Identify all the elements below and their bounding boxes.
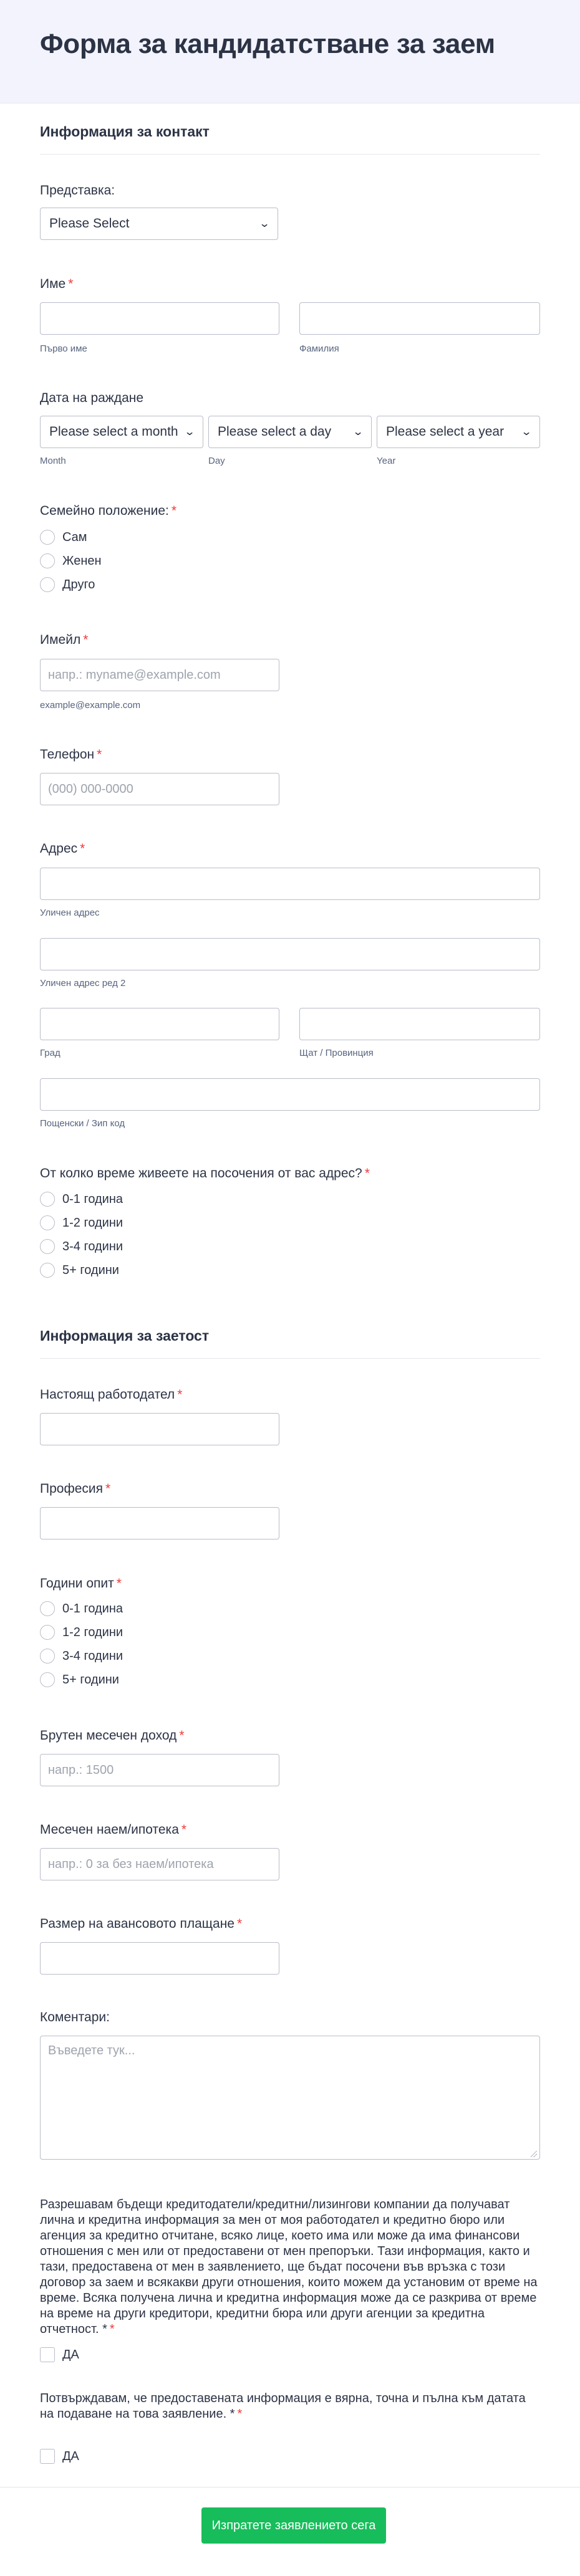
down-payment-input[interactable] xyxy=(40,1942,279,1975)
gross-income-label: Брутен месечен доход * xyxy=(40,1728,185,1743)
form-header xyxy=(0,0,580,103)
first-name-input[interactable] xyxy=(40,302,279,335)
birth-month-sublabel: Month xyxy=(40,456,66,466)
street-address-input[interactable] xyxy=(40,868,540,900)
birth-year-placeholder: Please select a year xyxy=(386,424,505,439)
phone-label: Телефон * xyxy=(40,747,102,762)
form-title: Форма за кандидатстване за заем xyxy=(40,29,495,59)
employer-input[interactable] xyxy=(40,1413,279,1445)
confirm-text: Потвърждавам, че предоставената информация е вярна, точна и пълна към датата на подаване на това заявление. * * xyxy=(40,2392,526,2421)
chevron-down-icon: ⌄ xyxy=(520,426,533,438)
confirm-checkbox[interactable] xyxy=(40,2449,55,2464)
employer-label: Настоящ работодател * xyxy=(40,1387,183,1402)
birth-year-select[interactable] xyxy=(377,416,540,448)
introduction-label: Представка: xyxy=(40,183,115,198)
street-address-2-sublabel: Уличен адрес ред 2 xyxy=(40,978,126,989)
experience-option-5-plus[interactable]: 5+ години xyxy=(40,1672,119,1687)
street-address-sublabel: Уличен адрес xyxy=(40,907,100,918)
radio-button[interactable] xyxy=(40,1192,55,1207)
state-input[interactable] xyxy=(299,1008,540,1040)
rent-input[interactable] xyxy=(40,1848,279,1880)
radio-button[interactable] xyxy=(40,1215,55,1230)
birth-day-select[interactable] xyxy=(208,416,372,448)
last-name-sublabel: Фамилия xyxy=(299,343,339,354)
consent-checkbox[interactable] xyxy=(40,2347,55,2362)
email-label: Имейл * xyxy=(40,633,89,647)
first-name-sublabel: Първо име xyxy=(40,343,87,354)
comments-label: Коментари: xyxy=(40,2010,110,2024)
chevron-down-icon: ⌄ xyxy=(183,426,196,438)
city-sublabel: Град xyxy=(40,1048,60,1058)
down-payment-label: Размер на авансовото плащане * xyxy=(40,1917,243,1931)
name-label: Име * xyxy=(40,277,74,291)
submit-button[interactable]: Изпратете заявлението сега xyxy=(201,2507,386,2544)
city-input[interactable] xyxy=(40,1008,279,1040)
radio-button[interactable] xyxy=(40,1625,55,1640)
radio-button[interactable] xyxy=(40,530,55,545)
comments-placeholder: Въведете тук... xyxy=(48,2044,135,2057)
birth-month-placeholder: Please select a month xyxy=(49,424,178,439)
radio-button[interactable] xyxy=(40,1649,55,1664)
profession-label: Професия * xyxy=(40,1482,111,1496)
birth-day-sublabel: Day xyxy=(208,456,225,466)
birth-month-select[interactable] xyxy=(40,416,203,448)
rent-label: Месечен наем/ипотека * xyxy=(40,1822,187,1837)
birth-year-sublabel: Year xyxy=(377,456,396,466)
radio-button[interactable] xyxy=(40,1263,55,1278)
radio-button[interactable] xyxy=(40,553,55,568)
experience-option-0-1[interactable]: 0-1 година xyxy=(40,1601,123,1616)
experience-option-3-4[interactable]: 3-4 години xyxy=(40,1649,123,1664)
radio-button[interactable] xyxy=(40,1239,55,1254)
address-label: Адрес * xyxy=(40,841,85,856)
gross-income-input[interactable] xyxy=(40,1754,279,1786)
radio-button[interactable] xyxy=(40,577,55,592)
consent-checkbox-row[interactable]: ДА xyxy=(40,2347,79,2362)
comments-textarea[interactable] xyxy=(40,2036,540,2160)
birth-day-placeholder: Please select a day xyxy=(218,424,332,439)
experience-label: Години опит * xyxy=(40,1576,122,1591)
chevron-down-icon: ⌄ xyxy=(352,426,364,438)
contact-section-title: Информация за контакт xyxy=(40,123,540,155)
employment-section-title: Информация за заетост xyxy=(40,1328,540,1359)
residence-option-5-plus[interactable]: 5+ години xyxy=(40,1263,119,1278)
phone-input[interactable] xyxy=(40,773,279,805)
marital-option-single[interactable]: Сам xyxy=(40,530,87,545)
radio-button[interactable] xyxy=(40,1601,55,1616)
state-sublabel: Щат / Провинция xyxy=(299,1048,374,1058)
marital-option-other[interactable]: Друго xyxy=(40,577,95,592)
residence-option-0-1[interactable]: 0-1 година xyxy=(40,1192,123,1207)
email-sublabel: example@example.com xyxy=(40,700,141,711)
zip-input[interactable] xyxy=(40,1078,540,1111)
residence-option-3-4[interactable]: 3-4 години xyxy=(40,1239,123,1254)
last-name-input[interactable] xyxy=(299,302,540,335)
consent-text: Разрешавам бъдещи кредитодатели/кредитни/лизингови компании да получават лична и кредитна информация за мен от моя работодател и кредитно бюро или агенция за кредитно отчитане, всяко лице, което има или може да има финансови отношения с мен или от предоставени от мен препоръки. Тази информация, както и тази, предоставена от мен в заявлението, ще бъдат посочени във връзка с този договор за заем и всякакви други отношения, които можем да установим от време на време. Всяка получена лична и кредитна информация може да се разкрива от време на време на други кредитори, кредитни бюра или други агенции за кредитна отчетност. * * xyxy=(40,2198,538,2336)
radio-button[interactable] xyxy=(40,1672,55,1687)
residence-duration-label: От колко време живеете на посочения от вас адрес? * xyxy=(40,1166,370,1180)
resize-handle-icon[interactable] xyxy=(531,2151,537,2157)
introduction-select[interactable] xyxy=(40,208,278,240)
birth-date-label: Дата на раждане xyxy=(40,391,144,405)
street-address-2-input[interactable] xyxy=(40,938,540,970)
marital-option-married[interactable]: Женен xyxy=(40,553,102,568)
introduction-selected-value: Please Select xyxy=(49,216,130,231)
zip-sublabel: Пощенски / Зип код xyxy=(40,1118,125,1129)
marital-status-label: Семейно положение: * xyxy=(40,504,177,518)
email-input[interactable] xyxy=(40,659,279,691)
residence-option-1-2[interactable]: 1-2 години xyxy=(40,1215,123,1230)
profession-input[interactable] xyxy=(40,1507,279,1539)
confirm-checkbox-row[interactable]: ДА xyxy=(40,2449,79,2464)
experience-option-1-2[interactable]: 1-2 години xyxy=(40,1625,123,1640)
chevron-down-icon: ⌄ xyxy=(258,218,271,229)
